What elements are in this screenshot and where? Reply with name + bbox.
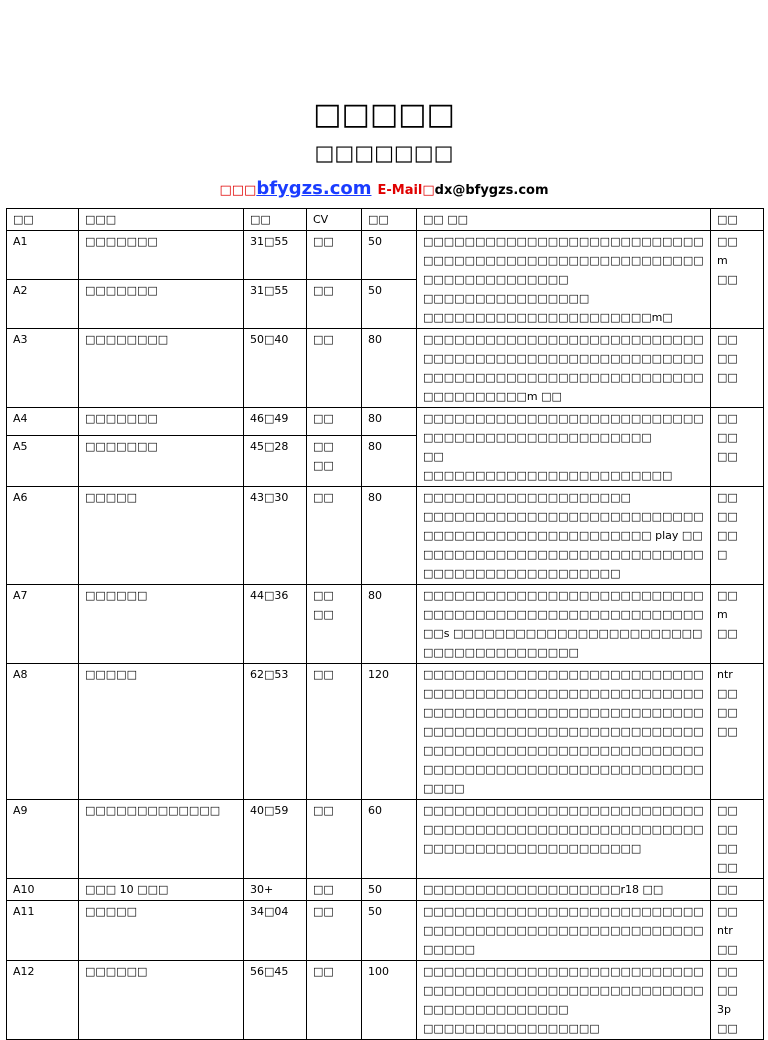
cell-tags: □□ m □□ (711, 231, 764, 329)
cell-tags: □□ □□ 3p □□ (711, 961, 764, 1040)
contact-line (0, 177, 768, 203)
cell-title: □□□□□ (79, 664, 244, 800)
cell-cv: □□ (307, 408, 362, 436)
cell-description: □□□□□□□□□□□□□□□□□□□□□□□□□□□□□□□□□□□□□□□□□□□□□□□□□□□□□□□□□□□□□□□□□□□□□□□□□□□ (417, 800, 711, 879)
table-row (7, 800, 764, 879)
cell-price: 100 (362, 961, 417, 1040)
cell-tags: □□ □□ □□ (711, 329, 764, 408)
col-header-duration: □□ (244, 209, 307, 231)
table-row (7, 961, 764, 1040)
cell-price: 50 (362, 879, 417, 901)
cell-duration: 44□36 (244, 585, 307, 664)
cell-tags: ntr □□ □□ □□ (711, 664, 764, 800)
cell-price: 80 (362, 329, 417, 408)
cell-duration: 43□30 (244, 487, 307, 585)
cell-id: A5 (7, 435, 79, 486)
cell-duration: 45□28 (244, 435, 307, 486)
cell-cv: □□ (307, 664, 362, 800)
cell-price: 80 (362, 435, 417, 486)
cell-duration: 34□04 (244, 901, 307, 961)
contact-prefix: □□□ (219, 183, 257, 198)
cell-duration: 56□45 (244, 961, 307, 1040)
cell-title: □□□□□□□ (79, 280, 244, 329)
cell-cv: □□ (307, 231, 362, 280)
cell-description: □□□□□□□□□□□□□□□□□□□r18 □□ (417, 879, 711, 901)
cell-title: □□□□□□□ (79, 435, 244, 486)
cell-price: 80 (362, 585, 417, 664)
cell-description: □□□□□□□□□□□□□□□□□□□□□□□□□□□□□□□□□□□□□□□□□□□□□□□□□□□□□□□□□□□□□□□□□□□□□□□□□□□□□□□□□□□□□□□□□□□m □□ (417, 329, 711, 408)
cell-tags: □□ □□ □□ (711, 408, 764, 487)
cell-duration: 31□55 (244, 231, 307, 280)
cell-title: □□□□□ (79, 487, 244, 585)
cell-id: A4 (7, 408, 79, 436)
cell-title: □□□□□□ (79, 961, 244, 1040)
website-link[interactable]: bfygzs.com (256, 178, 372, 199)
cell-cv: □□ (307, 487, 362, 585)
cell-cv: □□ □□ (307, 435, 362, 486)
cell-tags: □□ □□ □□ □□ (711, 800, 764, 879)
table-row (7, 879, 764, 901)
cell-title: □□□□□□ (79, 585, 244, 664)
document-title: □□□□□ (313, 97, 455, 132)
cell-duration: 31□55 (244, 280, 307, 329)
cell-title: □□□□□□□ (79, 408, 244, 436)
col-header-title: □□□ (79, 209, 244, 231)
cell-title: □□□□□□□ (79, 231, 244, 280)
cell-price: 50 (362, 280, 417, 329)
cell-price: 50 (362, 231, 417, 280)
cell-id: A10 (7, 879, 79, 901)
cell-cv: □□ (307, 961, 362, 1040)
col-header-tags: □□ (711, 209, 764, 231)
table-row (7, 408, 764, 436)
cell-id: A8 (7, 664, 79, 800)
cell-duration: 50□40 (244, 329, 307, 408)
cell-tags: □□ □□ □□ □ (711, 487, 764, 585)
cell-price: 80 (362, 487, 417, 585)
cell-description: □□□□□□□□□□□□□□□□□□□□□□□□□□□□□□□□□□□□□□□□□□□□□□□□□□□□□□□□□□□ (417, 901, 711, 961)
table-row (7, 664, 764, 800)
cell-title: □□□ 10 □□□ (79, 879, 244, 901)
cell-title: □□□□□□□□ (79, 329, 244, 408)
cell-id: A6 (7, 487, 79, 585)
email-link[interactable]: dx@bfygzs.com (434, 183, 549, 198)
cell-duration: 40□59 (244, 800, 307, 879)
table-row (7, 487, 764, 585)
cell-price: 50 (362, 901, 417, 961)
cell-cv: □□ (307, 329, 362, 408)
catalog-table (6, 208, 764, 1040)
table-row (7, 901, 764, 961)
cell-price: 60 (362, 800, 417, 879)
cell-cv: □□ (307, 800, 362, 879)
cell-id: A3 (7, 329, 79, 408)
cell-description: □□□□□□□□□□□□□□□□□□□□ □□□□□□□□□□□□□□□□□□□□□□□□□□□□□□□□□□□□□□□□□□□□□□□□□ play □□□□□□□□□□□□□□□□□□□□□□□□□□□□□□□□□□□□□□□□□□□□□□□□ (417, 487, 711, 585)
cell-description: □□□□□□□□□□□□□□□□□□□□□□□□□□□□□□□□□□□□□□□□□□□□□□□□□□□□□□□□□□□□□□□□□□□□ □□□□□□□□□□□□□□□□ □□□□□□□□□□□□□□□□□□□□□□m□ (417, 231, 711, 329)
col-header-description: □□ □□ (417, 209, 711, 231)
col-header-id: □□ (7, 209, 79, 231)
col-header-cv: CV (307, 209, 362, 231)
cell-price: 80 (362, 408, 417, 436)
cell-tags: □□ m □□ (711, 585, 764, 664)
table-header-row (7, 209, 764, 231)
table-row (7, 231, 764, 280)
cell-description: □□□□□□□□□□□□□□□□□□□□□□□□□□□□□□□□□□□□□□□□□□□□□□□□□□□□□□□□s □□□□□□□□□□□□□□□□□□□□□□□□□□□□□□□□□□□□□□□ (417, 585, 711, 664)
cell-cv: □□ □□ (307, 585, 362, 664)
cell-duration: 62□53 (244, 664, 307, 800)
cell-cv: □□ (307, 901, 362, 961)
cell-tags: □□ (711, 879, 764, 901)
cell-id: A7 (7, 585, 79, 664)
cell-duration: 46□49 (244, 408, 307, 436)
cell-title: □□□□□ (79, 901, 244, 961)
cell-cv: □□ (307, 280, 362, 329)
cell-id: A2 (7, 280, 79, 329)
document-subtitle: □□□□□□□ (314, 141, 454, 165)
table-row (7, 329, 764, 408)
cell-price: 120 (362, 664, 417, 800)
cell-description: □□□□□□□□□□□□□□□□□□□□□□□□□□□□□□□□□□□□□□□□□□□□□□□□□ □□ □□□□□□□□□□□□□□□□□□□□□□□□ (417, 408, 711, 487)
cell-title: □□□□□□□□□□□□□ (79, 800, 244, 879)
cell-cv: □□ (307, 879, 362, 901)
col-header-price: □□ (362, 209, 417, 231)
cell-id: A1 (7, 231, 79, 280)
cell-id: A12 (7, 961, 79, 1040)
cell-id: A9 (7, 800, 79, 879)
cell-duration: 30+ (244, 879, 307, 901)
table-row (7, 585, 764, 664)
email-label: E-Mail□ (377, 183, 435, 198)
cell-id: A11 (7, 901, 79, 961)
cell-description: □□□□□□□□□□□□□□□□□□□□□□□□□□□□□□□□□□□□□□□□□□□□□□□□□□□□□□□□□□□□□□□□□□□□□□□□□□□□□□□□□□□□□□□□□□□□□□□□□□□□□□□□□□□□□□□□□□□□□□□□□□□□□□□□□□□□□□□□□□□□□□□□□□□□□□□□□□□□□□□□□□□□□□ (417, 664, 711, 800)
cell-tags: □□ ntr □□ (711, 901, 764, 961)
cell-description: □□□□□□□□□□□□□□□□□□□□□□□□□□□□□□□□□□□□□□□□□□□□□□□□□□□□□□□□□□□□□□□□□□□□ □□□□□□□□□□□□□□□□□ (417, 961, 711, 1040)
